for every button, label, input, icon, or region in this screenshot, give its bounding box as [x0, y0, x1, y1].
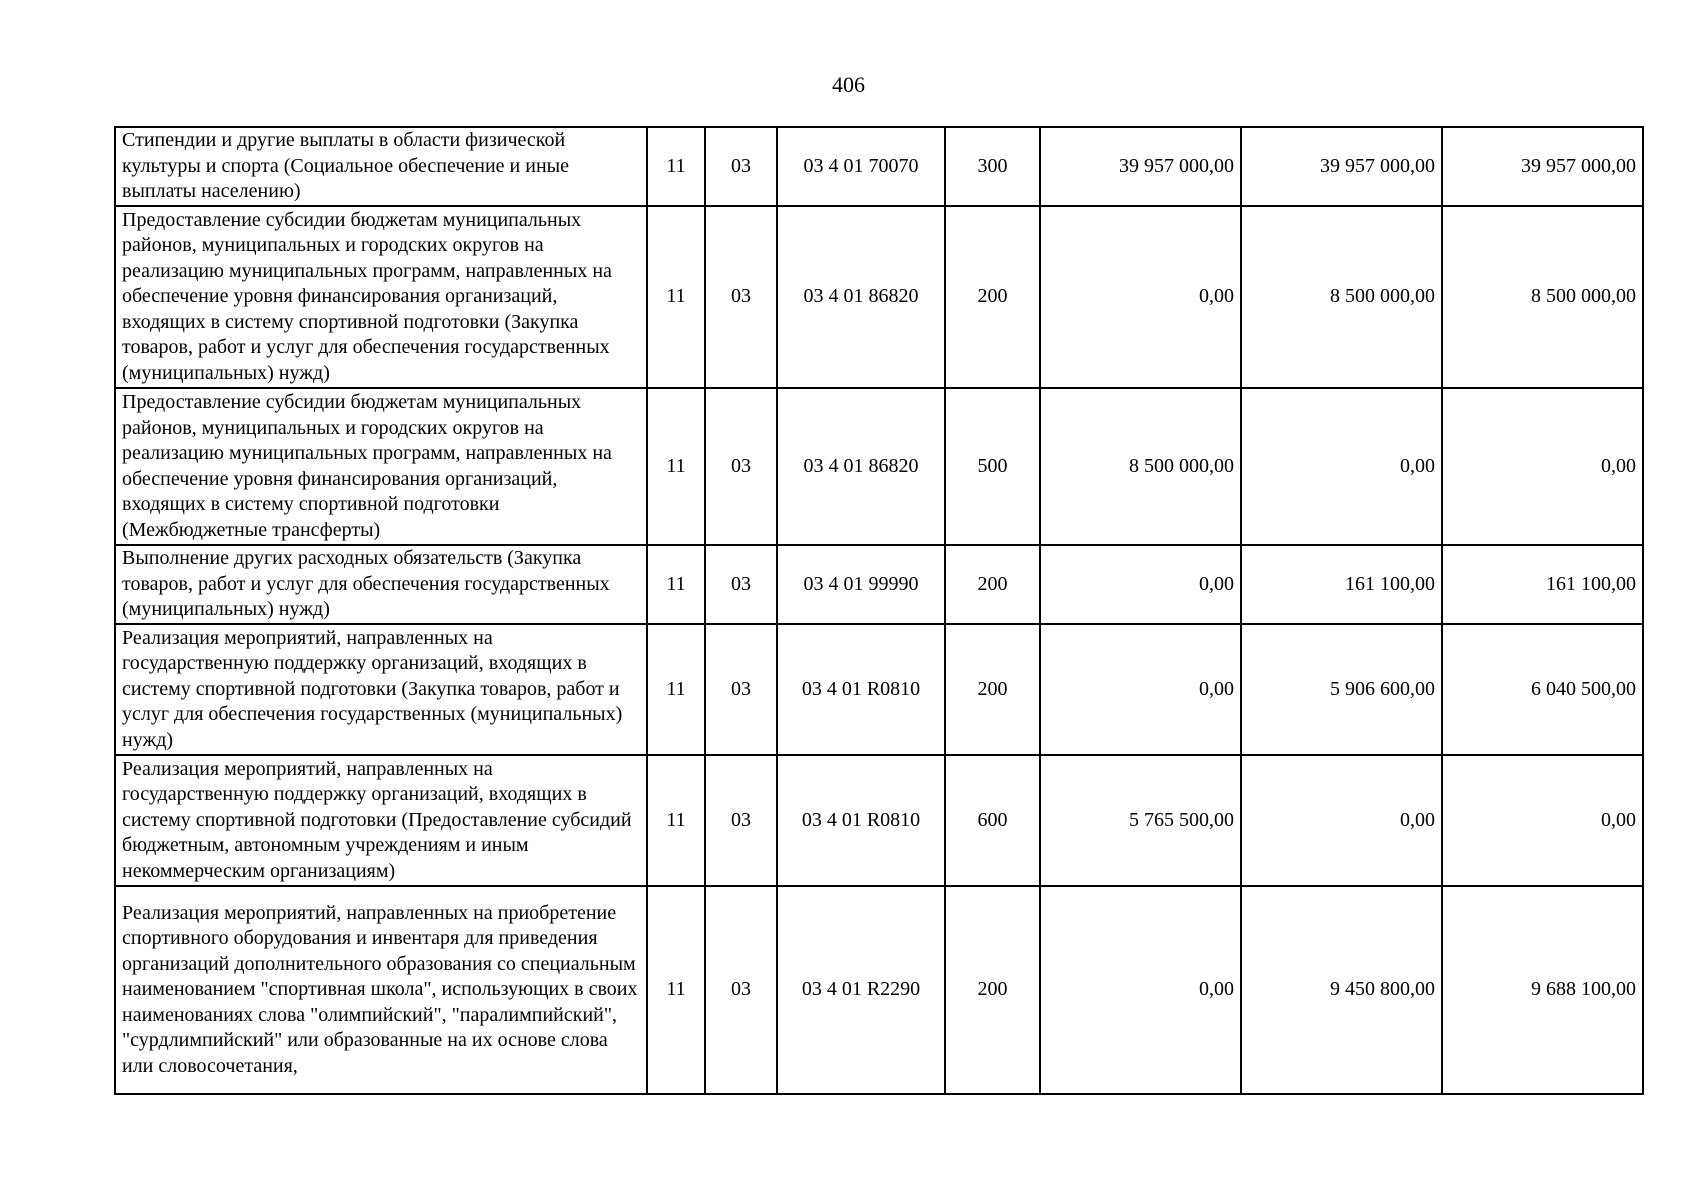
section-cell: 11: [647, 206, 705, 388]
target-article-cell: 03 4 01 R0810: [777, 755, 945, 886]
amount-3-cell: 6 040 500,00: [1442, 624, 1643, 755]
expense-name-cell: Предоставление субсидии бюджетам муниципальных районов, муниципальных и городских округов на реализацию муниципальных программ, направленных на обеспечение уровня финансирования организаций, входящих в систему спортивной подготовки (Межбюджетные трансферты): [115, 388, 647, 545]
amount-3-cell: 8 500 000,00: [1442, 206, 1643, 388]
amount-2-cell: 0,00: [1241, 755, 1442, 886]
table-row: [115, 624, 1643, 755]
expense-name-cell: Реализация мероприятий, направленных на приобретение спортивного оборудования и инвентаря для приведения организаций дополнительного образования со специальным наименованием "спортивная школа", использующих в своих наименованиях слова "олимпийский", "паралимпийский", "сурдлимпийский" или образованные на их основе слова или словосочетания,: [115, 886, 647, 1094]
expense-type-cell: 500: [945, 388, 1040, 545]
table-row: [115, 545, 1643, 624]
amount-1-cell: 0,00: [1040, 886, 1241, 1094]
expense-type-cell: 200: [945, 545, 1040, 624]
table-row: [115, 388, 1643, 545]
amount-1-cell: 0,00: [1040, 206, 1241, 388]
expense-name-cell: Реализация мероприятий, направленных на государственную поддержку организаций, входящих в систему спортивной подготовки (Предоставление субсидий бюджетным, автономным учреждениям и иным некоммерческим организациям): [115, 755, 647, 886]
expense-type-cell: 300: [945, 127, 1040, 206]
section-cell: 11: [647, 624, 705, 755]
expense-type-cell: 200: [945, 886, 1040, 1094]
section-cell: 11: [647, 755, 705, 886]
section-cell: 11: [647, 886, 705, 1094]
expense-name-cell: Реализация мероприятий, направленных на государственную поддержку организаций, входящих в систему спортивной подготовки (Закупка товаров, работ и услуг для обеспечения государственных (муниципальных) нужд): [115, 624, 647, 755]
amount-2-cell: 5 906 600,00: [1241, 624, 1442, 755]
section-cell: 11: [647, 545, 705, 624]
amount-2-cell: 161 100,00: [1241, 545, 1442, 624]
amount-3-cell: 39 957 000,00: [1442, 127, 1643, 206]
expense-type-cell: 200: [945, 206, 1040, 388]
budget-table: [114, 126, 1644, 1095]
target-article-cell: 03 4 01 99990: [777, 545, 945, 624]
expense-name-cell: Выполнение других расходных обязательств (Закупка товаров, работ и услуг для обеспечения государственных (муниципальных) нужд): [115, 545, 647, 624]
subsection-cell: 03: [705, 886, 777, 1094]
table-row: [115, 206, 1643, 388]
section-cell: 11: [647, 388, 705, 545]
target-article-cell: 03 4 01 R2290: [777, 886, 945, 1094]
amount-1-cell: 5 765 500,00: [1040, 755, 1241, 886]
amount-2-cell: 8 500 000,00: [1241, 206, 1442, 388]
amount-2-cell: 0,00: [1241, 388, 1442, 545]
expense-name-cell: Предоставление субсидии бюджетам муниципальных районов, муниципальных и городских округов на реализацию муниципальных программ, направленных на обеспечение уровня финансирования организаций, входящих в систему спортивной подготовки (Закупка товаров, работ и услуг для обеспечения государственных (муниципальных) нужд): [115, 206, 647, 388]
expense-type-cell: 600: [945, 755, 1040, 886]
subsection-cell: 03: [705, 127, 777, 206]
target-article-cell: 03 4 01 86820: [777, 206, 945, 388]
target-article-cell: 03 4 01 70070: [777, 127, 945, 206]
amount-3-cell: 9 688 100,00: [1442, 886, 1643, 1094]
target-article-cell: 03 4 01 R0810: [777, 624, 945, 755]
amount-3-cell: 0,00: [1442, 388, 1643, 545]
table-row: [115, 755, 1643, 886]
subsection-cell: 03: [705, 206, 777, 388]
amount-1-cell: 0,00: [1040, 545, 1241, 624]
amount-3-cell: 0,00: [1442, 755, 1643, 886]
table-row: [115, 886, 1643, 1094]
subsection-cell: 03: [705, 755, 777, 886]
subsection-cell: 03: [705, 388, 777, 545]
amount-1-cell: 8 500 000,00: [1040, 388, 1241, 545]
page-number: 406: [832, 72, 865, 97]
amount-1-cell: 39 957 000,00: [1040, 127, 1241, 206]
subsection-cell: 03: [705, 545, 777, 624]
table-row: [115, 127, 1643, 206]
target-article-cell: 03 4 01 86820: [777, 388, 945, 545]
expense-name-cell: Стипендии и другие выплаты в области физической культуры и спорта (Социальное обеспечение и иные выплаты населению): [115, 127, 647, 206]
amount-1-cell: 0,00: [1040, 624, 1241, 755]
expense-type-cell: 200: [945, 624, 1040, 755]
amount-3-cell: 161 100,00: [1442, 545, 1643, 624]
subsection-cell: 03: [705, 624, 777, 755]
section-cell: 11: [647, 127, 705, 206]
amount-2-cell: 39 957 000,00: [1241, 127, 1442, 206]
amount-2-cell: 9 450 800,00: [1241, 886, 1442, 1094]
